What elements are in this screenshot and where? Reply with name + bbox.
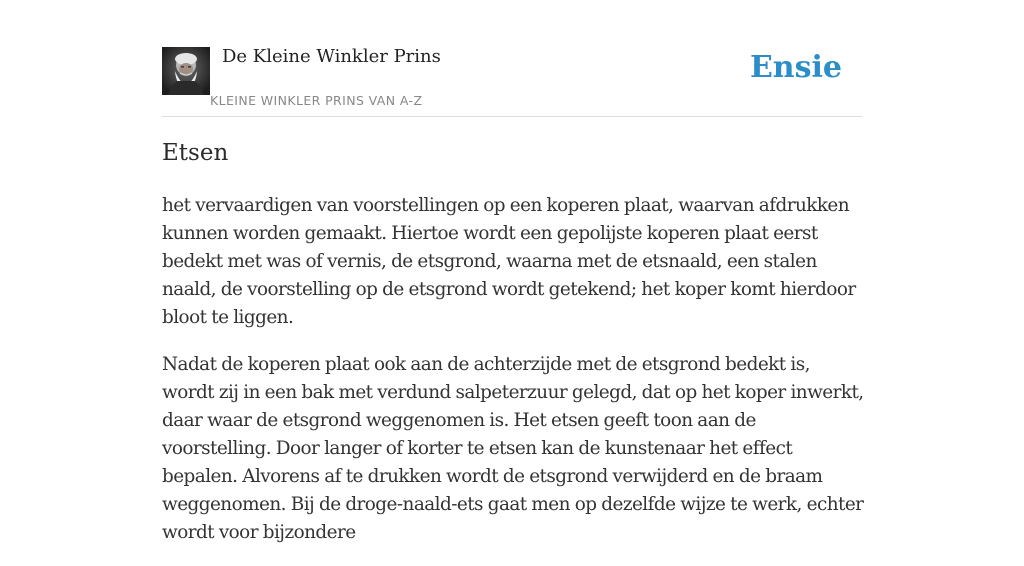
article-paragraph-1: het vervaardigen van voorstellingen op een koperen plaat, waarvan afdrukken kunnen worden gemaakt. Hiertoe wordt een gepolijste koperen plaat eerst bedekt met was of vernis, de etsgrond, waarna met de etsnaald, een stalen naald, de voorstelling op de etsgrond wordt getekend; het koper komt hierdoor bloot te liggen. — [162, 195, 856, 328]
ensie-logo[interactable]: Ensie — [749, 50, 842, 85]
source-name[interactable]: De Kleine Winkler Prins — [222, 46, 441, 67]
article-body — [162, 192, 866, 566]
article-title: Etsen — [162, 140, 229, 166]
source-header — [162, 0, 862, 117]
article-paragraph-2: Nadat de koperen plaat ook aan de achterzijde met de etsgrond bedekt is, wordt zij in een bak met verdund salpeterzuur gelegd, dat op het koper inwerkt, daar waar de etsgrond weggenomen is. Het etsen geeft toon aan de voorstelling. Door langer of korter te etsen kan de kunstenaar het effect bepalen. Alvorens af te drukken wordt de etsgrond verwijderd en de braam weggenomen. Bij de droge-naald-ets gaat men op dezelfde wijze te werk, echter wordt voor bijzondere — [162, 354, 864, 543]
source-subtitle[interactable]: KLEINE WINKLER PRINS VAN A-Z — [210, 93, 423, 108]
source-avatar[interactable] — [162, 47, 210, 95]
article-page — [162, 0, 864, 543]
bearded-man-portrait-icon — [162, 47, 210, 95]
